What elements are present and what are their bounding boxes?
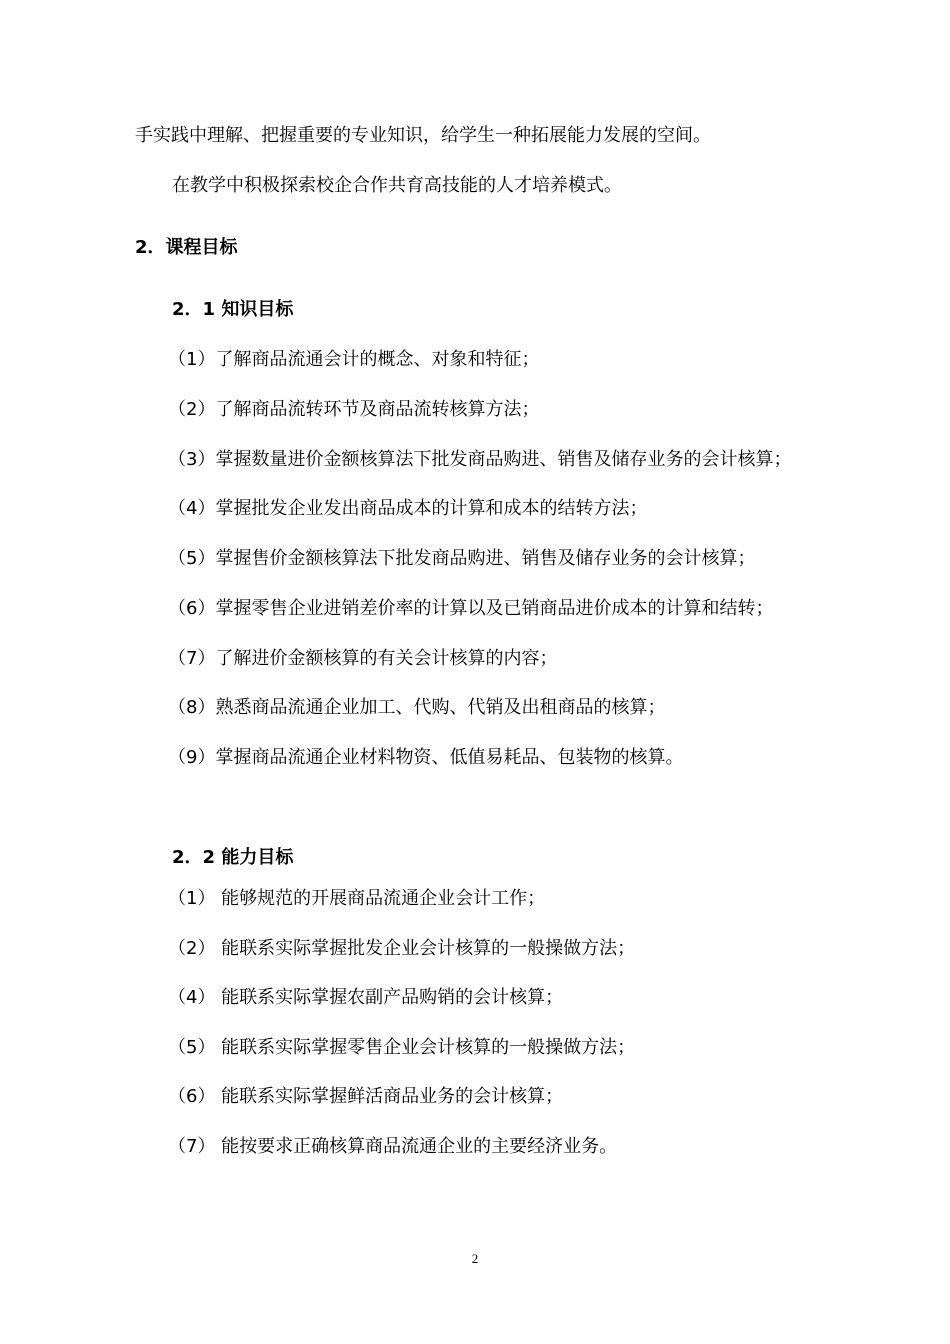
knowledge-item: （9）掌握商品流通企业材料物资、低值易耗品、包装物的核算。 (168, 747, 684, 768)
knowledge-item: （7）了解进价金额核算的有关会计核算的内容； (168, 648, 558, 669)
ability-item: （1） 能够规范的开展商品流通企业会计工作； (168, 888, 546, 909)
knowledge-item: （8）熟悉商品流通企业加工、代购、代销及出租商品的核算； (168, 697, 666, 718)
subheading-ability-goals: 2．2 能力目标 (172, 847, 294, 868)
ability-item: （6） 能联系实际掌握鲜活商品业务的会计核算； (168, 1086, 564, 1107)
knowledge-item: （6）掌握零售企业进销差价率的计算以及已销商品进价成本的计算和结转； (168, 598, 774, 619)
knowledge-item: （3）掌握数量进价金额核算法下批发商品购进、销售及储存业务的会计核算； (168, 449, 792, 470)
subheading-knowledge-goals: 2．1 知识目标 (172, 299, 294, 320)
ability-item: （5） 能联系实际掌握零售企业会计核算的一般操做方法； (168, 1037, 636, 1058)
intro-line-1: 手实践中理解、把握重要的专业知识，给学生一种拓展能力发展的空间。 (135, 125, 711, 146)
knowledge-item: （4）掌握批发企业发出商品成本的计算和成本的结转方法； (168, 498, 648, 519)
ability-item: （2） 能联系实际掌握批发企业会计核算的一般操做方法； (168, 938, 636, 959)
knowledge-item: （2）了解商品流转环节及商品流转核算方法； (168, 399, 540, 420)
intro-line-2: 在教学中积极探索校企合作共育高技能的人才培养模式。 (172, 175, 622, 196)
ability-item: （7） 能按要求正确核算商品流通企业的主要经济业务。 (168, 1136, 618, 1157)
page-number: 2 (471, 1251, 479, 1266)
ability-item: （4） 能联系实际掌握农副产品购销的会计核算； (168, 987, 564, 1008)
section-heading-course-goals: 2．课程目标 (135, 237, 238, 258)
knowledge-item: （1）了解商品流通会计的概念、对象和特征； (168, 349, 540, 370)
knowledge-item: （5）掌握售价金额核算法下批发商品购进、销售及储存业务的会计核算； (168, 548, 756, 569)
